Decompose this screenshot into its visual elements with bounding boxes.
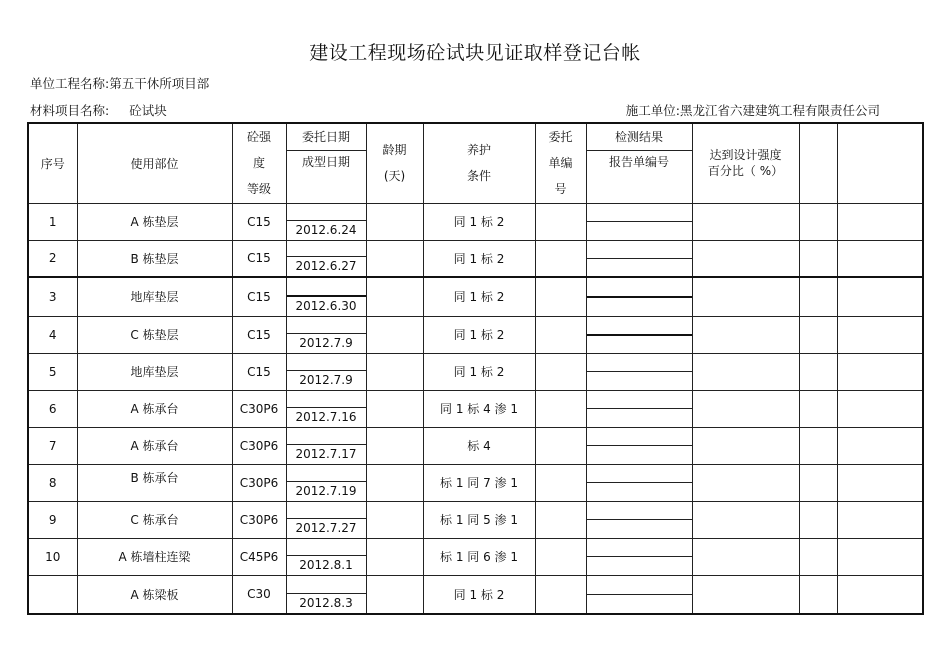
cell-strength: [692, 390, 799, 427]
cell-age: [366, 575, 423, 614]
cell-dates: [286, 427, 366, 464]
cell-grade: C15: [232, 240, 286, 277]
cell-location: [77, 427, 232, 464]
header-strength-line: 达到设计强度: [709, 148, 782, 163]
cell-commission-no: [535, 316, 586, 353]
cell-age: [366, 203, 423, 240]
page-title: 建设工程现场砼试块见证取样登记台帐: [309, 42, 641, 64]
table-row: [28, 501, 923, 538]
construction-unit: [626, 101, 880, 119]
cell-location: [77, 464, 232, 501]
cell-strength: [692, 277, 799, 316]
cell-age: [366, 390, 423, 427]
commission-date-empty: [287, 317, 366, 334]
cell-dates: [286, 353, 366, 390]
cell-grade: C30P6: [232, 390, 286, 427]
test-result-empty: [587, 539, 692, 558]
commission-date-empty: [287, 428, 366, 445]
cell-seq: 4: [28, 316, 77, 353]
cell-location-text: C 栋垫层: [130, 328, 179, 342]
cell-curing: 同 1 标 2: [423, 353, 535, 390]
cell-seq: 3: [28, 277, 77, 316]
ledger-table: [27, 122, 924, 615]
cell-seq: 1: [28, 203, 77, 240]
header-strength: [692, 123, 799, 203]
report-no-empty: [587, 446, 692, 464]
table-row: [28, 427, 923, 464]
commission-date-empty: [287, 539, 366, 556]
forming-date: 2012.7.9: [299, 372, 353, 387]
header-curing: [423, 123, 535, 203]
cell-blank: [799, 390, 837, 427]
cell-commission-no: [535, 390, 586, 427]
cell-blank: [837, 240, 923, 277]
cell-grade: C30P6: [232, 464, 286, 501]
cell-commission-no: [535, 538, 586, 575]
cell-blank: [799, 203, 837, 240]
cell-commission-no: [535, 277, 586, 316]
forming-date: 2012.6.30: [295, 298, 357, 313]
cell-curing: 同 1 标 2: [423, 203, 535, 240]
report-no-empty: [587, 595, 692, 613]
test-result-empty: [587, 502, 692, 521]
forming-date: 2012.7.9: [299, 335, 353, 350]
cell-commission-no: [535, 353, 586, 390]
material-name-label: 材料项目名称:: [30, 103, 110, 118]
cell-blank: [799, 427, 837, 464]
cell-location: [77, 538, 232, 575]
report-no-empty: [587, 222, 692, 240]
header-strength-line: 百分比（ %）: [707, 164, 784, 179]
cell-seq: 10: [28, 538, 77, 575]
header-row: [28, 123, 923, 203]
header-seq: 序号: [28, 123, 77, 203]
cell-curing: 同 1 标 2: [423, 575, 535, 614]
cell-blank: [837, 203, 923, 240]
cell-age: [366, 538, 423, 575]
cell-strength: [692, 575, 799, 614]
report-no-empty: [587, 557, 692, 575]
header-commission-no-line: 委托: [548, 130, 573, 145]
header-grade-line: 砼强: [246, 130, 271, 145]
test-result-empty: [587, 391, 692, 410]
cell-location: [77, 390, 232, 427]
commission-date-empty: [287, 576, 366, 595]
forming-date: 2012.7.27: [295, 520, 357, 535]
cell-seq: 7: [28, 427, 77, 464]
cell-seq: 9: [28, 501, 77, 538]
header-age-line: 龄期: [382, 143, 407, 158]
cell-blank: [799, 501, 837, 538]
cell-commission-no: [535, 575, 586, 614]
test-result-empty: [587, 465, 692, 484]
cell-blank: [837, 501, 923, 538]
commission-date-empty: [287, 241, 366, 258]
cell-blank: [837, 575, 923, 614]
project-name-label: 单位工程名称:: [30, 76, 110, 91]
header-blank: [799, 123, 837, 203]
cell-location-text: B 栋承台: [130, 471, 179, 485]
forming-date: 2012.8.1: [299, 557, 353, 572]
cell-seq: 6: [28, 390, 77, 427]
cell-strength: [692, 427, 799, 464]
cell-grade: C30: [232, 575, 286, 614]
table-row: [28, 575, 923, 614]
table-row: [28, 277, 923, 316]
cell-age: [366, 427, 423, 464]
cell-dates: [286, 501, 366, 538]
cell-location-text: A 栋垫层: [130, 215, 179, 229]
cell-results: [586, 203, 692, 240]
cell-location-text: A 栋梁板: [130, 587, 179, 602]
cell-blank: [799, 353, 837, 390]
header-age-line: (天): [383, 169, 406, 184]
cell-results: [586, 240, 692, 277]
cell-strength: [692, 538, 799, 575]
cell-seq: 8: [28, 464, 77, 501]
commission-date-empty: [287, 391, 366, 408]
header-report-no: 报告单编号: [608, 155, 669, 169]
cell-curing: 同 1 标 4 渗 1: [423, 390, 535, 427]
test-result-empty: [587, 354, 692, 373]
cell-strength: [692, 316, 799, 353]
cell-blank: [837, 427, 923, 464]
cell-dates: [286, 464, 366, 501]
forming-date: 2012.8.3: [299, 596, 353, 610]
cell-dates: [286, 277, 366, 316]
cell-seq: 5: [28, 353, 77, 390]
cell-curing: 标 1 同 5 渗 1: [423, 501, 535, 538]
cell-location: [77, 575, 232, 614]
material-name: [30, 101, 167, 119]
cell-curing: 标 1 同 7 渗 1: [423, 464, 535, 501]
header-grade: [232, 123, 286, 203]
cell-results: [586, 277, 692, 316]
report-no-empty: [587, 298, 692, 316]
cell-strength: [692, 240, 799, 277]
report-no-empty: [587, 409, 692, 427]
commission-date-empty: [287, 465, 366, 482]
commission-date-empty: [287, 354, 366, 371]
cell-location-text: B 栋垫层: [130, 251, 179, 266]
test-result-empty: [587, 317, 692, 336]
cell-commission-no: [535, 427, 586, 464]
forming-date: 2012.7.17: [295, 446, 357, 461]
table-row: [28, 464, 923, 501]
cell-location-text: 地库垫层: [130, 290, 179, 305]
cell-location-text: A 栋承台: [130, 402, 179, 416]
test-result-empty: [587, 241, 692, 259]
cell-results: [586, 390, 692, 427]
cell-grade: C15: [232, 203, 286, 240]
cell-grade: C45P6: [232, 538, 286, 575]
header-age: [366, 123, 423, 203]
cell-location: [77, 240, 232, 277]
cell-age: [366, 464, 423, 501]
cell-grade: C15: [232, 316, 286, 353]
cell-grade: C30P6: [232, 427, 286, 464]
header-curing-line: 养护: [466, 143, 491, 158]
header-commission-no: [535, 123, 586, 203]
table-row: [28, 240, 923, 277]
cell-curing: 标 4: [423, 427, 535, 464]
construction-unit-label: 施工单位:: [625, 103, 680, 118]
cell-blank: [799, 575, 837, 614]
cell-grade: C15: [232, 277, 286, 316]
cell-dates: [286, 538, 366, 575]
cell-location: [77, 277, 232, 316]
header-test-result: 检测结果: [587, 124, 692, 151]
material-name-value: 砼试块: [129, 103, 167, 118]
cell-blank: [799, 464, 837, 501]
cell-blank: [799, 316, 837, 353]
project-name-value: 第五干休所项目部: [109, 76, 210, 91]
cell-results: [586, 501, 692, 538]
table-row: [28, 353, 923, 390]
report-no-empty: [587, 520, 692, 538]
cell-commission-no: [535, 203, 586, 240]
cell-blank: [799, 538, 837, 575]
cell-dates: [286, 240, 366, 277]
cell-blank: [837, 353, 923, 390]
test-result-empty: [587, 428, 692, 447]
report-no-empty: [587, 372, 692, 390]
report-no-empty: [587, 259, 692, 276]
test-result-empty: [587, 278, 692, 298]
cell-blank: [837, 390, 923, 427]
cell-grade: C30P6: [232, 501, 286, 538]
cell-dates: [286, 575, 366, 614]
header-commission-date: 委托日期: [287, 124, 366, 151]
cell-location: [77, 353, 232, 390]
cell-dates: [286, 390, 366, 427]
cell-strength: [692, 464, 799, 501]
cell-dates: [286, 316, 366, 353]
cell-blank: [799, 277, 837, 316]
cell-results: [586, 316, 692, 353]
cell-blank: [837, 277, 923, 316]
header-forming-date: 成型日期: [301, 155, 350, 169]
cell-location-text: A 栋承台: [130, 439, 179, 453]
commission-date-empty: [287, 278, 366, 297]
report-no-empty: [587, 336, 692, 353]
header-grade-line: 度: [252, 156, 265, 171]
header-commission-no-line: 号: [554, 182, 567, 197]
cell-age: [366, 353, 423, 390]
header-blank: [837, 123, 923, 203]
construction-unit-value: 黑龙江省六建建筑工程有限责任公司: [679, 103, 880, 118]
test-result-empty: [587, 204, 692, 223]
cell-commission-no: [535, 464, 586, 501]
cell-curing: 同 1 标 2: [423, 277, 535, 316]
cell-dates: [286, 203, 366, 240]
cell-seq: [28, 575, 77, 614]
report-no-empty: [587, 483, 692, 501]
cell-seq: 2: [28, 240, 77, 277]
table-row: [28, 316, 923, 353]
cell-blank: [837, 316, 923, 353]
forming-date: 2012.7.16: [295, 409, 357, 424]
cell-strength: [692, 203, 799, 240]
cell-blank: [837, 538, 923, 575]
forming-date: 2012.6.27: [295, 259, 357, 273]
cell-age: [366, 240, 423, 277]
cell-commission-no: [535, 240, 586, 277]
cell-results: [586, 575, 692, 614]
cell-results: [586, 427, 692, 464]
cell-location-text: C 栋承台: [130, 513, 179, 527]
cell-location: [77, 203, 232, 240]
header-commission-no-line: 单编: [548, 156, 573, 171]
header-results: [586, 123, 692, 203]
table-row: [28, 390, 923, 427]
header-dates: [286, 123, 366, 203]
commission-date-empty: [287, 502, 366, 519]
table-row: [28, 538, 923, 575]
cell-location: [77, 316, 232, 353]
cell-results: [586, 538, 692, 575]
header-grade-line: 等级: [246, 182, 271, 197]
cell-curing: 同 1 标 2: [423, 240, 535, 277]
cell-commission-no: [535, 501, 586, 538]
cell-age: [366, 316, 423, 353]
header-curing-line: 条件: [466, 169, 491, 184]
cell-age: [366, 277, 423, 316]
cell-strength: [692, 501, 799, 538]
cell-blank: [799, 240, 837, 277]
cell-results: [586, 464, 692, 501]
cell-grade: C15: [232, 353, 286, 390]
forming-date: 2012.7.19: [295, 483, 357, 498]
forming-date: 2012.6.24: [295, 222, 357, 237]
commission-date-empty: [287, 204, 366, 221]
cell-strength: [692, 353, 799, 390]
table-row: [28, 203, 923, 240]
cell-blank: [837, 464, 923, 501]
cell-age: [366, 501, 423, 538]
cell-location: [77, 501, 232, 538]
cell-results: [586, 353, 692, 390]
cell-curing: 标 1 同 6 渗 1: [423, 538, 535, 575]
header-location: 使用部位: [77, 123, 232, 203]
cell-curing: 同 1 标 2: [423, 316, 535, 353]
cell-location-text: 地库垫层: [130, 365, 179, 379]
cell-location-text: A 栋墙柱连梁: [118, 550, 191, 564]
project-name: [30, 74, 209, 92]
test-result-empty: [587, 576, 692, 595]
